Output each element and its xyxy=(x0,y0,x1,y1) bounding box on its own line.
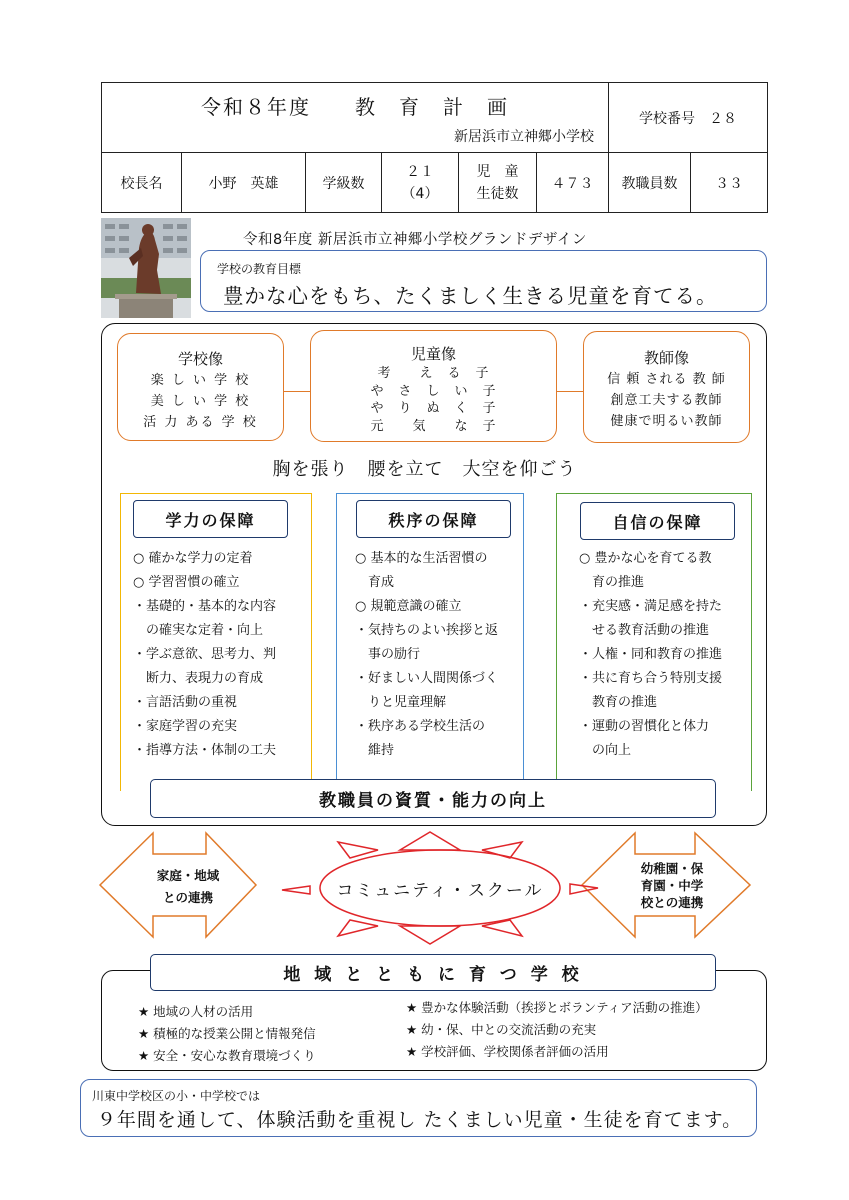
school-number: 学校番号 ２８ xyxy=(609,83,767,153)
list-item: ・家庭学習の充実 xyxy=(133,719,238,734)
title-cell xyxy=(102,83,609,153)
list-item: ★ 豊かな体験活動（挨拶とボランティア活動の推進） xyxy=(406,1000,708,1015)
goal-label: 学校の教育目標 xyxy=(217,262,302,276)
list-item: 維持 xyxy=(355,743,395,758)
students-value: ４７３ xyxy=(537,153,609,212)
list-item: ○ 豊かな心を育てる教 xyxy=(579,551,712,566)
principal-label: 校長名 xyxy=(102,153,182,212)
family-community-line: との連携 xyxy=(162,890,213,905)
classes-sub: （4） xyxy=(401,185,439,202)
school-ideal-line: 美 し い 学 校 xyxy=(150,394,251,409)
school-ideal-box xyxy=(117,333,284,441)
list-item: 育成 xyxy=(355,575,395,590)
list-item: ・気持ちのよい挨拶と返 xyxy=(355,623,499,638)
staff-improvement-bar: 教職員の資質・能力の向上 xyxy=(150,779,716,818)
list-item: 事の励行 xyxy=(355,647,421,662)
plan-title: 令和８年度 教 育 計 画 xyxy=(201,95,509,119)
teacher-ideal-line: 健康で明るい教師 xyxy=(610,414,723,429)
list-item: ★ 幼・保、中との交流活動の充実 xyxy=(406,1022,597,1037)
child-ideal-line: 元 気 な 子 xyxy=(370,418,497,434)
header-table xyxy=(101,82,768,213)
teacher-ideal-line: 創意工夫する教師 xyxy=(610,393,723,408)
footer-box xyxy=(80,1079,757,1137)
child-ideal-box xyxy=(310,330,557,442)
family-community-line: 家庭・地域 xyxy=(156,868,220,883)
principal-name: 小野 英雄 xyxy=(182,153,306,212)
list-item: の確実な定着・向上 xyxy=(133,623,264,638)
kindergarten-link-line: 育園・中学 xyxy=(640,878,704,893)
kindergarten-link-line: 校との連携 xyxy=(640,895,704,910)
confidence-list xyxy=(579,547,751,763)
academic-heading: 学力の保障 xyxy=(133,500,288,538)
child-ideal-lines xyxy=(311,365,556,435)
footer-label: 川東中学校区の小・中学校では xyxy=(92,1089,261,1103)
connector-left xyxy=(284,391,311,392)
list-item: ・共に育ち合う特別支援 xyxy=(579,671,723,686)
community-school-label: コミュニティ・スクール xyxy=(336,880,544,901)
list-item: ○ 学習習慣の確立 xyxy=(133,575,240,590)
order-list xyxy=(355,547,523,763)
family-community-label xyxy=(138,865,238,909)
list-item: ・充実感・満足感を持た xyxy=(579,599,723,614)
school-ideal-line: 活 力 ある 学 校 xyxy=(143,415,258,430)
child-ideal-line: や さ し い 子 xyxy=(370,383,497,399)
list-item: ★ 地域の人材の活用 xyxy=(138,1004,254,1019)
students-label-1: 児 童 xyxy=(476,163,519,180)
list-item: ○ 確かな学力の定着 xyxy=(133,551,253,566)
staff-value: ３３ xyxy=(715,175,743,192)
list-item: ・運動の習慣化と体力 xyxy=(579,719,710,734)
motto: 胸を張り 腰を立て 大空を仰ごう xyxy=(272,459,577,480)
region-right-list xyxy=(406,997,708,1063)
classes-value-cell xyxy=(382,153,459,212)
school-name: 新居浜市立神郷小学校 xyxy=(454,129,594,145)
list-item: ★ 安全・安心な教育環境づくり xyxy=(138,1048,316,1063)
staff-label: 教職員数 xyxy=(609,153,691,212)
education-goal-box xyxy=(200,250,767,312)
list-item: ・人権・同和教育の推進 xyxy=(579,647,723,662)
grand-design-title: 令和8年度 新居浜市立神郷小学校グランドデザイン xyxy=(243,232,587,248)
connector-right xyxy=(557,391,583,392)
list-item: せる教育活動の推進 xyxy=(579,623,710,638)
list-item: ・指導方法・体制の工夫 xyxy=(133,743,277,758)
list-item: の向上 xyxy=(579,743,632,758)
list-item: りと児童理解 xyxy=(355,695,447,710)
footer-text: ９年間を通して、体験活動を重視し たくましい児童・生徒を育てます。 xyxy=(96,1109,743,1131)
teacher-ideal-box xyxy=(583,331,750,443)
teacher-ideal-line: 信 頼 される 教 師 xyxy=(607,372,726,387)
school-ideal-title: 学校像 xyxy=(177,350,223,368)
child-ideal-line: 考 え る 子 xyxy=(377,366,490,381)
list-item: 教育の推進 xyxy=(579,695,658,710)
classes-label: 学級数 xyxy=(306,153,382,212)
students-label-cell xyxy=(459,153,537,212)
kindergarten-link-label xyxy=(612,860,732,911)
list-item: 育の推進 xyxy=(579,575,645,590)
region-left-list xyxy=(138,1001,316,1067)
list-item: ★ 学校評価、学校関係者評価の活用 xyxy=(406,1044,609,1059)
teacher-ideal-title: 教師像 xyxy=(643,349,689,367)
goal-text: 豊かな心をもち、たくましく生きる児童を育てる。 xyxy=(223,284,718,308)
list-item: 断力、表現力の育成 xyxy=(133,671,264,686)
kindergarten-link-line: 幼稚園・保 xyxy=(640,861,704,876)
list-item: ○ 規範意識の確立 xyxy=(355,599,462,614)
academic-list xyxy=(133,547,311,763)
child-ideal-line: や り ぬ く 子 xyxy=(370,401,497,416)
region-title-bar: 地 域 と と も に 育 つ 学 校 xyxy=(150,954,716,991)
school-ideal-line: 楽 し い 学 校 xyxy=(150,373,251,388)
students-label-2: 生徒数 xyxy=(476,185,519,202)
list-item: ・言語活動の重視 xyxy=(133,695,238,710)
confidence-heading: 自信の保障 xyxy=(580,502,735,540)
statue-photo xyxy=(101,218,191,318)
classes-value: ２１ xyxy=(406,163,434,180)
list-item: ・好ましい人間関係づく xyxy=(355,671,499,686)
list-item: ・秩序ある学校生活の xyxy=(355,719,486,734)
list-item: ○ 基本的な生活習慣の xyxy=(355,551,488,566)
list-item: ・学ぶ意欲、思考力、判 xyxy=(133,647,277,662)
teacher-ideal-lines xyxy=(584,369,749,432)
order-heading: 秩序の保障 xyxy=(356,500,511,538)
list-item: ★ 積極的な授業公開と情報発信 xyxy=(138,1026,316,1041)
child-ideal-title: 児童像 xyxy=(410,345,456,363)
school-ideal-lines xyxy=(118,370,283,433)
list-item: ・基礎的・基本的な内容 xyxy=(133,599,277,614)
